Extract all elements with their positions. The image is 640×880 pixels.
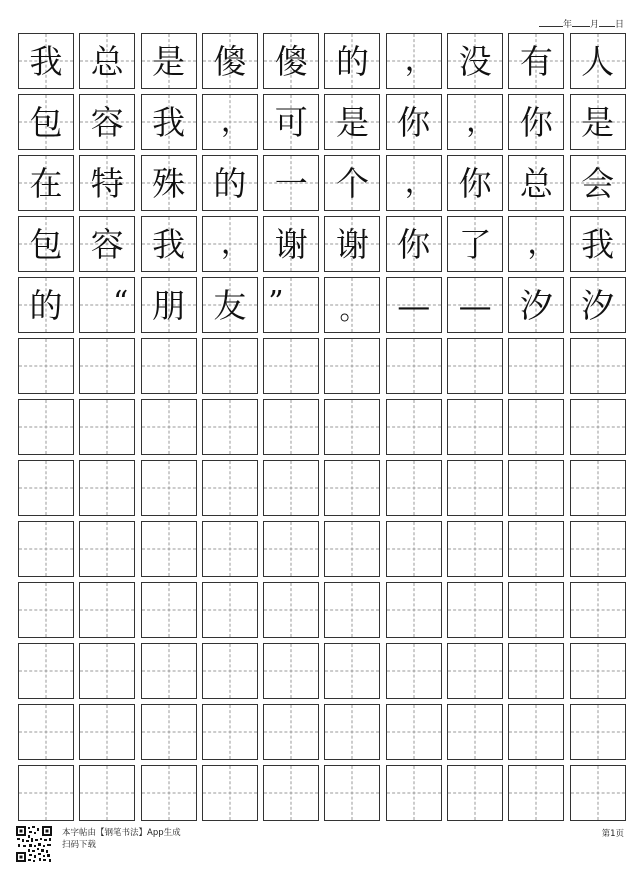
grid-character: 我 [29, 41, 63, 81]
grid-cell [447, 704, 503, 760]
grid-cell [447, 155, 503, 211]
grid-cell [263, 94, 319, 150]
grid-blank [142, 461, 196, 515]
grid-blank [80, 583, 134, 637]
grid-cell [570, 277, 626, 333]
grid-character: ， [220, 104, 251, 139]
grid-cell [570, 94, 626, 150]
grid-blank [203, 705, 257, 759]
grid-cell [570, 521, 626, 577]
grid-cell [263, 582, 319, 638]
grid-cell [18, 216, 74, 272]
grid-cell [141, 704, 197, 760]
grid-cell [263, 155, 319, 211]
grid-character: ” [268, 285, 284, 320]
grid-character: — [458, 285, 492, 325]
grid-cell [386, 643, 442, 699]
grid-cell [263, 338, 319, 394]
grid-character: ， [220, 226, 251, 261]
generated-by-text: 本字帖由【钢笔书法】App生成 [62, 828, 181, 838]
footer [16, 826, 624, 866]
year-blank [539, 18, 563, 27]
grid-blank [19, 644, 73, 698]
grid-cell [202, 704, 258, 760]
grid-character: 的 [213, 163, 247, 203]
grid-blank [325, 766, 379, 820]
grid-blank [448, 461, 502, 515]
grid-cell [324, 338, 380, 394]
grid-blank [264, 461, 318, 515]
grid-cell [324, 521, 380, 577]
grid-character: ， [404, 43, 435, 78]
grid-cell [202, 338, 258, 394]
grid-cell [570, 582, 626, 638]
grid-blank [203, 644, 257, 698]
grid-cell [79, 216, 135, 272]
grid-cell [79, 582, 135, 638]
grid-cell [202, 521, 258, 577]
grid-cell [386, 216, 442, 272]
page-number: 第1页 [601, 829, 624, 839]
grid-blank [80, 400, 134, 454]
grid-blank [571, 400, 625, 454]
grid-cell [141, 94, 197, 150]
grid-cell [386, 277, 442, 333]
grid-blank [387, 522, 441, 576]
grid-cell [570, 155, 626, 211]
grid-cell [18, 704, 74, 760]
grid-blank [509, 766, 563, 820]
grid-cell [324, 216, 380, 272]
grid-cell [263, 460, 319, 516]
grid-cell [508, 765, 564, 821]
grid-blank [264, 339, 318, 393]
grid-blank [264, 705, 318, 759]
grid-cell [386, 399, 442, 455]
grid-blank [571, 339, 625, 393]
grid-blank [80, 705, 134, 759]
grid-cell [263, 216, 319, 272]
grid-cell [18, 33, 74, 89]
grid-cell [386, 704, 442, 760]
grid-blank [19, 705, 73, 759]
date-line [539, 17, 624, 30]
grid-blank [142, 400, 196, 454]
grid-cell [447, 338, 503, 394]
grid-cell [141, 643, 197, 699]
grid-cell [508, 643, 564, 699]
grid-character: 谢 [274, 224, 308, 264]
grid-blank [448, 522, 502, 576]
grid-blank [80, 522, 134, 576]
grid-character: 在 [29, 163, 63, 203]
grid-blank [509, 644, 563, 698]
grid-blank [325, 339, 379, 393]
grid-blank [19, 461, 73, 515]
grid-cell [202, 582, 258, 638]
grid-character: 傻 [274, 41, 308, 81]
grid-blank [19, 400, 73, 454]
grid-cell [386, 521, 442, 577]
grid-blank [142, 339, 196, 393]
grid-character: ， [466, 104, 497, 139]
grid-character: 包 [29, 224, 63, 264]
grid-character: 可 [274, 102, 308, 142]
grid-character: 一 [274, 163, 308, 203]
grid-cell [324, 704, 380, 760]
grid-blank [19, 339, 73, 393]
grid-blank [387, 461, 441, 515]
grid-cell [447, 582, 503, 638]
grid-blank [387, 400, 441, 454]
grid-blank [509, 400, 563, 454]
grid-cell [79, 704, 135, 760]
grid-blank [387, 339, 441, 393]
grid-cell [18, 277, 74, 333]
grid-blank [203, 339, 257, 393]
grid-blank [448, 644, 502, 698]
grid-cell [79, 277, 135, 333]
grid-character: 你 [519, 102, 553, 142]
grid-cell [324, 643, 380, 699]
grid-blank [80, 766, 134, 820]
grid-character: 我 [152, 102, 186, 142]
grid-cell [18, 765, 74, 821]
grid-cell [202, 94, 258, 150]
grid-character: ， [527, 226, 558, 261]
grid-blank [142, 583, 196, 637]
grid-cell [386, 460, 442, 516]
grid-cell [141, 399, 197, 455]
grid-cell [386, 155, 442, 211]
grid-cell [18, 155, 74, 211]
grid-blank [387, 583, 441, 637]
grid-blank [80, 339, 134, 393]
grid-cell [202, 216, 258, 272]
grid-character: 个 [335, 163, 369, 203]
grid-cell [263, 521, 319, 577]
grid-blank [448, 766, 502, 820]
grid-blank [387, 644, 441, 698]
grid-character: 朋 [152, 285, 186, 325]
grid-cell [508, 33, 564, 89]
grid-cell [141, 155, 197, 211]
grid-blank [325, 583, 379, 637]
grid-blank [509, 583, 563, 637]
grid-cell [570, 338, 626, 394]
grid-cell [570, 765, 626, 821]
grid-cell [570, 216, 626, 272]
qr-code-icon [16, 826, 52, 862]
grid-character: 有 [519, 41, 553, 81]
grid-character: 容 [90, 102, 124, 142]
grid-character: 总 [90, 41, 124, 81]
grid-blank [509, 705, 563, 759]
grid-blank [264, 522, 318, 576]
grid-blank [509, 522, 563, 576]
grid-character: 是 [581, 102, 615, 142]
grid-cell [79, 765, 135, 821]
grid-blank [142, 644, 196, 698]
grid-cell [324, 460, 380, 516]
grid-cell [508, 582, 564, 638]
grid-cell [141, 277, 197, 333]
grid-blank [80, 461, 134, 515]
grid-blank [571, 766, 625, 820]
grid-cell [324, 33, 380, 89]
grid-blank [571, 522, 625, 576]
month-blank [572, 18, 590, 27]
grid-cell [79, 338, 135, 394]
grid-character: 殊 [152, 163, 186, 203]
grid-blank [19, 522, 73, 576]
grid-character: 总 [519, 163, 553, 203]
grid-character: 的 [335, 41, 369, 81]
grid-cell [386, 338, 442, 394]
practice-grid [18, 33, 622, 821]
grid-cell [263, 277, 319, 333]
month-label: 月 [589, 20, 599, 30]
grid-cell [447, 33, 503, 89]
grid-cell [263, 765, 319, 821]
grid-cell [386, 94, 442, 150]
grid-blank [325, 705, 379, 759]
grid-cell [324, 94, 380, 150]
year-label: 年 [562, 20, 572, 30]
grid-blank [142, 705, 196, 759]
grid-cell [141, 765, 197, 821]
grid-character: 你 [397, 102, 431, 142]
grid-blank [448, 705, 502, 759]
grid-cell [386, 582, 442, 638]
grid-cell [508, 704, 564, 760]
grid-cell [324, 399, 380, 455]
grid-cell [324, 582, 380, 638]
grid-character: 包 [29, 102, 63, 142]
grid-cell [18, 643, 74, 699]
grid-cell [570, 643, 626, 699]
grid-blank [571, 461, 625, 515]
footer-text [62, 827, 181, 851]
grid-cell [508, 338, 564, 394]
grid-character: — [397, 285, 431, 325]
grid-cell [141, 33, 197, 89]
grid-character: 你 [458, 163, 492, 203]
grid-cell [141, 521, 197, 577]
grid-cell [570, 33, 626, 89]
grid-blank [264, 766, 318, 820]
grid-blank [203, 400, 257, 454]
grid-blank [387, 705, 441, 759]
grid-cell [447, 521, 503, 577]
grid-character: 的 [29, 285, 63, 325]
grid-cell [202, 277, 258, 333]
grid-cell [202, 765, 258, 821]
grid-cell [508, 460, 564, 516]
grid-character: 没 [458, 41, 492, 81]
grid-cell [263, 33, 319, 89]
grid-character: 人 [581, 41, 615, 81]
grid-blank [571, 583, 625, 637]
grid-cell [508, 216, 564, 272]
grid-character: 。 [339, 293, 368, 326]
grid-blank [264, 400, 318, 454]
grid-cell [18, 460, 74, 516]
grid-blank [448, 400, 502, 454]
grid-cell [263, 643, 319, 699]
grid-cell [202, 33, 258, 89]
grid-cell [141, 216, 197, 272]
grid-blank [448, 339, 502, 393]
grid-blank [203, 766, 257, 820]
grid-blank [509, 339, 563, 393]
day-label: 日 [614, 20, 624, 30]
grid-blank [264, 644, 318, 698]
grid-cell [202, 155, 258, 211]
grid-character: ， [404, 165, 435, 200]
grid-cell [324, 155, 380, 211]
grid-cell [141, 338, 197, 394]
grid-cell [202, 460, 258, 516]
grid-cell [508, 399, 564, 455]
grid-character: 我 [581, 224, 615, 264]
grid-blank [80, 644, 134, 698]
grid-cell [79, 521, 135, 577]
grid-blank [325, 461, 379, 515]
grid-cell [508, 94, 564, 150]
grid-character: 你 [397, 224, 431, 264]
grid-character: 汐 [519, 285, 553, 325]
grid-character: 我 [152, 224, 186, 264]
grid-blank [387, 766, 441, 820]
grid-character: 是 [152, 41, 186, 81]
grid-cell [508, 277, 564, 333]
grid-blank [19, 766, 73, 820]
grid-blank [325, 644, 379, 698]
grid-cell [79, 399, 135, 455]
grid-cell [79, 460, 135, 516]
grid-character: 了 [458, 224, 492, 264]
grid-blank [571, 644, 625, 698]
grid-blank [571, 705, 625, 759]
grid-cell [263, 704, 319, 760]
grid-cell [18, 399, 74, 455]
grid-character: 友 [213, 285, 247, 325]
grid-cell [202, 399, 258, 455]
grid-blank [203, 583, 257, 637]
grid-character: 汐 [581, 285, 615, 325]
day-blank [599, 18, 615, 27]
grid-cell [570, 704, 626, 760]
grid-cell [202, 643, 258, 699]
grid-cell [141, 460, 197, 516]
grid-blank [203, 522, 257, 576]
grid-character: 容 [90, 224, 124, 264]
grid-cell [386, 765, 442, 821]
grid-cell [18, 94, 74, 150]
grid-blank [325, 522, 379, 576]
grid-cell [570, 399, 626, 455]
grid-cell [447, 765, 503, 821]
grid-cell [324, 277, 380, 333]
grid-cell [324, 765, 380, 821]
grid-cell [570, 460, 626, 516]
grid-character: 傻 [213, 41, 247, 81]
grid-cell [447, 643, 503, 699]
grid-blank [325, 400, 379, 454]
scan-download-text: 扫码下载 [62, 840, 97, 850]
grid-cell [447, 460, 503, 516]
grid-cell [447, 277, 503, 333]
grid-character: 是 [335, 102, 369, 142]
grid-blank [509, 461, 563, 515]
grid-blank [142, 522, 196, 576]
grid-blank [203, 461, 257, 515]
grid-blank [142, 766, 196, 820]
grid-cell [447, 94, 503, 150]
grid-cell [79, 33, 135, 89]
grid-blank [448, 583, 502, 637]
grid-character: “ [112, 285, 129, 320]
grid-cell [508, 521, 564, 577]
grid-cell [79, 94, 135, 150]
grid-cell [447, 216, 503, 272]
grid-cell [18, 582, 74, 638]
grid-cell [18, 521, 74, 577]
grid-cell [141, 582, 197, 638]
grid-blank [19, 583, 73, 637]
grid-cell [18, 338, 74, 394]
grid-cell [79, 155, 135, 211]
grid-blank [264, 583, 318, 637]
grid-cell [79, 643, 135, 699]
grid-character: 谢 [335, 224, 369, 264]
grid-cell [508, 155, 564, 211]
grid-cell [386, 33, 442, 89]
grid-cell [263, 399, 319, 455]
grid-character: 会 [581, 163, 615, 203]
grid-cell [447, 399, 503, 455]
grid-character: 特 [90, 163, 124, 203]
